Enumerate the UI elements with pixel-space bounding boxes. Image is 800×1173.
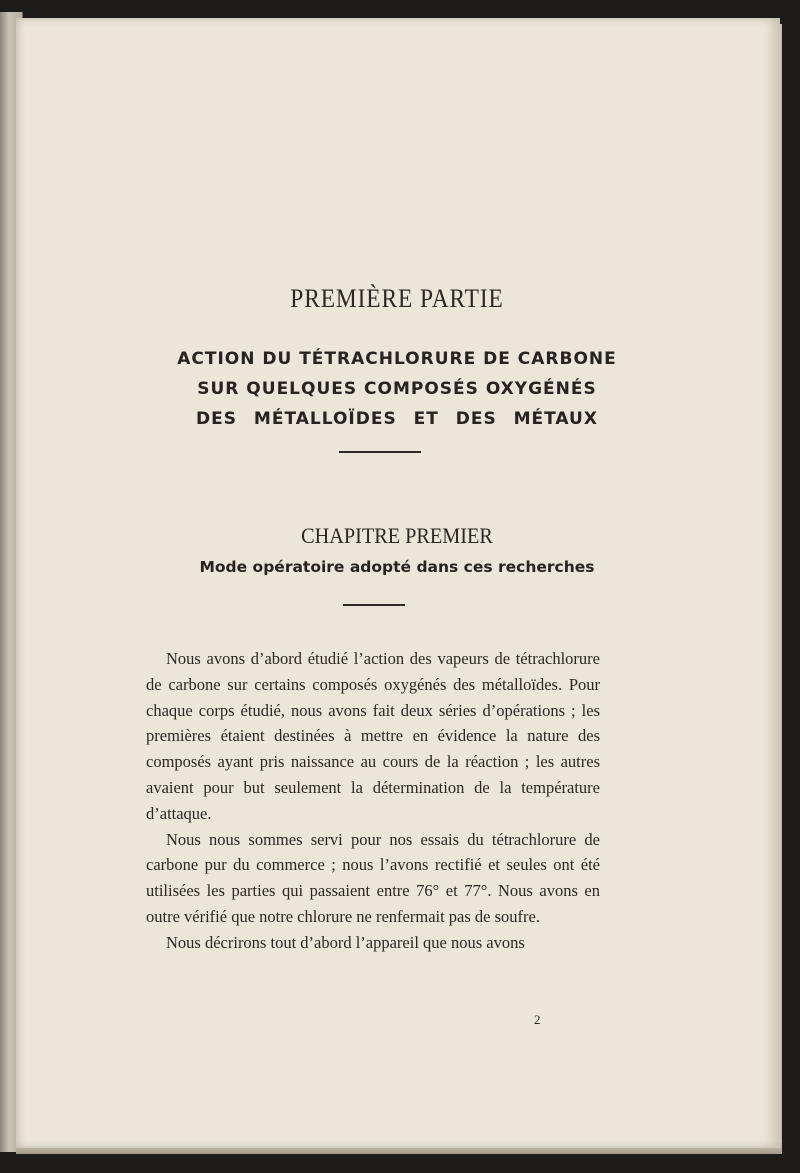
chapter-title: CHAPITRE PREMIER [301,523,493,548]
part-subtitle-line-2: SUR QUELQUES COMPOSÉS OXYGÉNÉS [197,379,597,399]
paragraph-3: Nous décrirons tout d’abord l’appareil que nous avons [166,932,525,952]
part-title: PREMIÈRE PARTIE [290,284,504,313]
page-number: 2 [534,1012,541,1027]
part-subtitle-line-3: DES MÉTALLOÏDES ET DES MÉTAUX [196,409,598,429]
paragraph-1: Nous avons d’abord étudié l’action des vapeurs de tétrachlorure de carbone sur certains composés oxygénés des métalloïdes. Pour chaque corps étudié, nous avons fait deux séries d’opérations ; les premières étaient destinées à mettre en évidence la nature des composés ayant pris naissance au cours de la réaction ; les autres avaient pour but seulement la détermination de la température d’attaque. [146,649,600,823]
paragraph-2: Nous nous sommes servi pour nos essais du tétrachlorure de carbone pur du commerce ; nous l’avons rectifié et seules ont été utilisées les parties qui passaient entre 76° et 77°. Nous avons en outre vérifié que notre chlorure ne renfermait pas de soufre. [146,829,600,926]
part-subtitle-line-1: ACTION DU TÉTRACHLORURE DE CARBONE [177,349,617,369]
chapter-subtitle: Mode opératoire adopté dans ces recherches [199,558,595,576]
section-divider [339,451,421,453]
body-text [146,646,600,956]
book-page [16,18,780,1148]
chapter-divider [343,604,405,606]
